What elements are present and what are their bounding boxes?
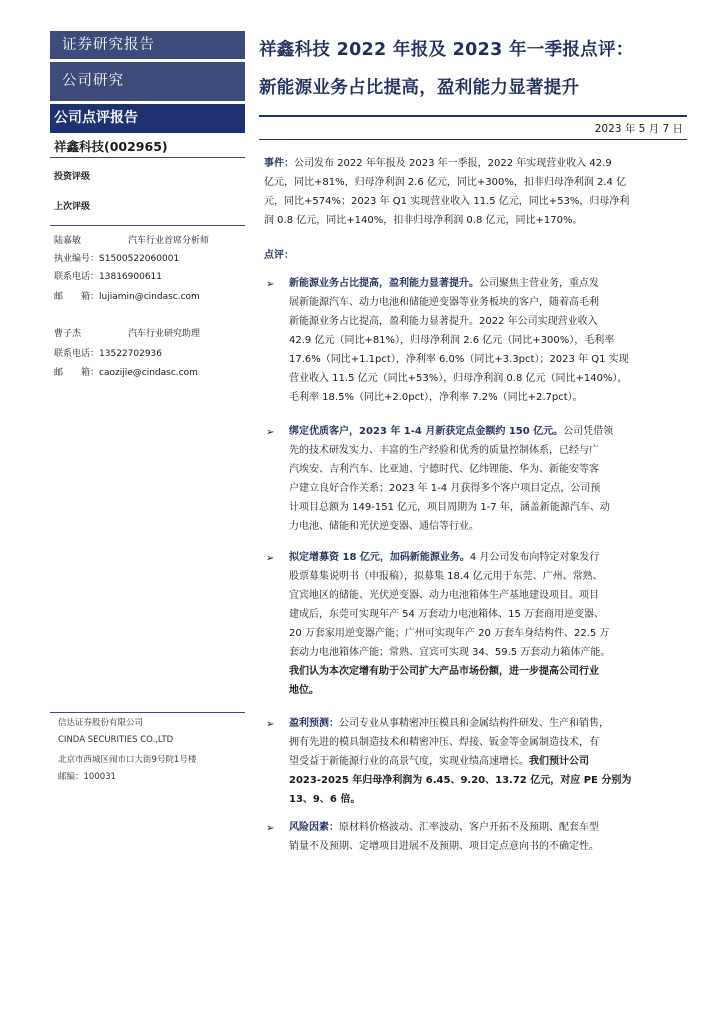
cert-label: 执业编号： (54, 254, 100, 264)
bullet-lead: 盈利预测： (289, 718, 339, 729)
analyst-name: 曹子杰 (54, 329, 82, 339)
bullet-paragraph-1: 新能源业务占比提高，盈利能力显著提升。公司聚焦主营业务，重点发 展新能源汽车、动力电池和储能逆变器等业务板块的客户，随着高毛利 新能源业务占比提高，盈利能力显著提升。2022 年公司实现营业收入 42.9 亿元（同比+81%），归母净利润 2.6 亿元（同比+300%），毛利率 17.6%（同比+1.1pct），净利率 6.0%（同比+3.3pct）；2023 年 Q1 实现 营业收入 11.5 亿元（同比+53%），归母净利润 0.8 亿元（同比+140%）， 毛利率 18.5%（同比+2.0pct），净利率 7.2%（同比+2.7pct）。 (289, 278, 629, 403)
phone-number: 13522702936 (99, 349, 163, 359)
title-divider (259, 115, 687, 117)
bullet-paragraph-5: 风险因素：原材料价格波动、汇率波动、客户开拓不及预期、配套车型 销量不及预期、定增项目进展不及预期、项目定点意向书的不确定性。 (289, 822, 599, 852)
cert-number: S1500522060001 (99, 254, 180, 264)
bullet-icon: ➢ (266, 279, 275, 290)
section-banner (50, 62, 245, 101)
bullet-icon: ➢ (266, 427, 275, 438)
firm-postcode: 邮编：100031 (58, 772, 116, 782)
analyst-1-cert-row (54, 251, 179, 264)
report-title-line-1: 祥鑫科技 2022 年报及 2023 年一季报点评： (259, 40, 634, 60)
divider (50, 225, 245, 226)
bullet-paragraph-2: 绑定优质客户，2023 年 1-4 月新获定点金额约 150 亿元。公司凭借领 先的技术研发实力、丰富的生产经验和优秀的质量控制体系，已经与广 汽埃安、吉利汽车、比亚迪、宁德时代、亿纬锂能、华为、新能安等客 户建立良好合作关系；2023 年 1-4 月获得多个客户项目定点，公司预 计项目总额为 149-151 亿元，项目周期为 1-7 年，涵盖新能源汽车、动 力电池、储能和光伏逆变器、通信等行业。 (289, 426, 614, 532)
email-label: 邮 箱： (54, 368, 100, 378)
report-date: 2023 年 5 月 7 日 (594, 123, 683, 135)
phone-label: 联系电话： (54, 349, 100, 359)
bullet-lead: 拟定增募资 18 亿元，加码新能源业务。 (289, 552, 470, 563)
analyst-2-name-row (54, 326, 200, 339)
date-divider (259, 139, 687, 140)
analyst-1-name-row (54, 233, 209, 246)
category-label: 证券研究报告 (62, 37, 155, 53)
analyst-2-email-row (54, 365, 198, 378)
bullet-paragraph-4: 盈利预测：公司专业从事精密冲压模具和金属结构件研发、生产和销售， 拥有先进的模具制造技术和精密冲压、焊接、钣金等金属制造技术，有 望受益于新能源行业的高景气度，实现业绩高速增长。我们预计公司 2023-2025 年归母净利润为 6.45、9.20、13.72 亿元，对应 PE 分别为 13、9、6 倍。 (289, 718, 632, 805)
event-paragraph: 事件：公司发布 2022 年年报及 2023 年一季报，2022 年实现营业收入 42.9 亿元，同比+81%，归母净利润 2.6 亿元，同比+300%，扣非归母净利润 2.4 亿 元，同比+574%；2023 年 Q1 实现营业收入 11.5 亿元，同比+53%，归母净利 润 0.8 亿元，同比+140%，扣非归母净利润 0.8 亿元，同比+170%。 (264, 158, 630, 226)
report-type-banner (50, 104, 245, 133)
email-link[interactable]: caozijie@cindasc.com (99, 368, 198, 378)
bullet-icon: ➢ (266, 823, 275, 834)
email-label: 邮 箱： (54, 292, 100, 302)
report-title-line-2: 新能源业务占比提高，盈利能力显著提升 (259, 78, 580, 98)
phone-number: 13816900611 (99, 272, 163, 282)
analyst-name: 陆嘉敏 (54, 236, 82, 246)
bullet-icon: ➢ (266, 719, 275, 730)
analyst-role: 汽车行业研究助理 (128, 329, 201, 339)
email-link[interactable]: lujiamin@cindasc.com (99, 292, 200, 302)
firm-address: 北京市西城区闹市口大街9号院1号楼 (58, 755, 197, 765)
firm-name-cn: 信达证券股份有限公司 (58, 718, 144, 728)
bullet-lead: 风险因素： (289, 822, 339, 833)
last-rating-label: 上次评级 (54, 202, 91, 212)
analyst-1-phone-row (54, 269, 162, 282)
section-label: 公司研究 (62, 73, 124, 89)
analyst-role: 汽车行业首席分析师 (128, 236, 210, 246)
bullet-icon: ➢ (266, 553, 275, 564)
phone-label: 联系电话： (54, 272, 100, 282)
company-ticker: 祥鑫科技(002965) (54, 139, 168, 154)
rating-label: 投资评级 (54, 172, 91, 182)
report-type-label: 公司点评报告 (54, 110, 138, 126)
bullet-paragraph-3: 拟定增募资 18 亿元，加码新能源业务。4 月公司发布向特定对象发行 股票募集说明书（申报稿），拟募集 18.4 亿元用于东莞、广州、常熟、 宜宾地区的储能、光伏逆变器、动力电池箱体生产基地建设项目。项目 建成后，东莞可实现年产 54 万套动力电池箱体、15 万套商用逆变器、 20 万套家用逆变器产能；广州可实现年产 20 万套车身结构件、22.5 万 套动力电池箱体产能；常熟、宜宾可实现 34、59.5 万套动力箱体产能。 我们认为本次定增有助于公司扩大产品市场份额，进一步提高公司行业 地位。 (289, 552, 611, 696)
divider (50, 712, 245, 713)
firm-name-en: CINDA SECURITIES CO.,LTD (58, 735, 174, 745)
category-banner (50, 31, 245, 59)
bullet-lead: 新能源业务占比提高，盈利能力显著提升。 (289, 278, 479, 289)
analyst-2-phone-row (54, 346, 162, 359)
event-lead: 事件： (264, 158, 294, 169)
bullet-lead: 绑定优质客户，2023 年 1-4 月新获定点金额约 150 亿元。 (289, 426, 564, 437)
analyst-1-email-row (54, 289, 200, 302)
comment-heading: 点评： (264, 250, 294, 261)
divider (50, 157, 245, 158)
